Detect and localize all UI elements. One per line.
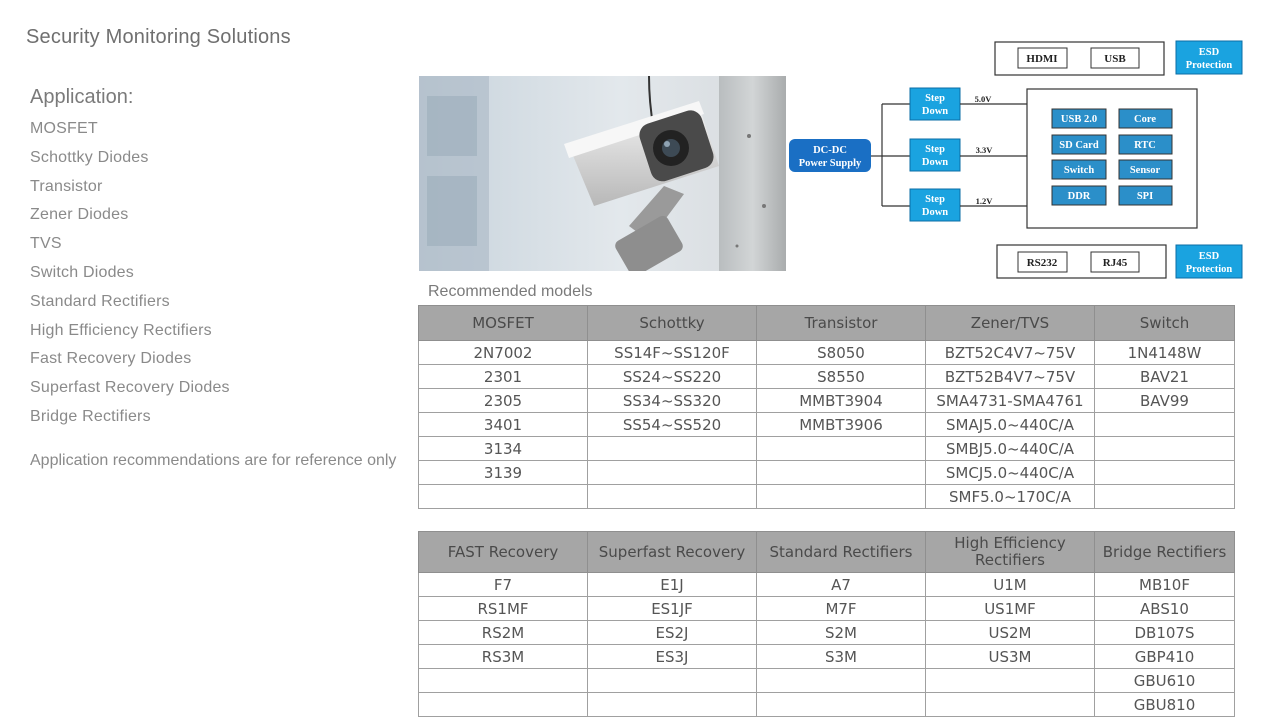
- step-down-label: Down: [921, 106, 949, 117]
- table-cell: [757, 693, 926, 717]
- table-row: [419, 693, 1235, 717]
- table-cell: MB10F: [1095, 573, 1235, 597]
- column-header: Standard Rectifiers: [757, 532, 926, 573]
- table-row: [419, 597, 1235, 621]
- table-cell: E1J: [588, 573, 757, 597]
- table-cell: 1N4148W: [1095, 341, 1235, 365]
- application-item: Zener Diodes: [30, 206, 129, 224]
- table-row: [419, 437, 1235, 461]
- table-cell: ES1JF: [588, 597, 757, 621]
- table-cell: RS3M: [419, 645, 588, 669]
- usb-label: USB: [1104, 53, 1126, 65]
- table-cell: ES2J: [588, 621, 757, 645]
- column-header: Switch: [1095, 306, 1235, 341]
- table-cell: M7F: [757, 597, 926, 621]
- table-cell: RS1MF: [419, 597, 588, 621]
- application-heading: Application:: [30, 86, 134, 108]
- esd-label: ESD: [1198, 251, 1220, 262]
- table-header-row: [419, 306, 1235, 341]
- power-supply-label: Power Supply: [798, 158, 862, 169]
- table-cell: 2N7002: [419, 341, 588, 365]
- table-cell: [757, 437, 926, 461]
- table-cell: BAV21: [1095, 365, 1235, 389]
- table-cell: A7: [757, 573, 926, 597]
- table-cell: 2305: [419, 389, 588, 413]
- table-cell: [757, 461, 926, 485]
- table-cell: MMBT3904: [757, 389, 926, 413]
- table-cell: SS34~SS320: [588, 389, 757, 413]
- recommended-models-table-2: [418, 531, 1235, 717]
- table-cell: US3M: [926, 645, 1095, 669]
- application-list: [30, 118, 230, 435]
- table-cell: S8550: [757, 365, 926, 389]
- table-cell: SS54~SS520: [588, 413, 757, 437]
- table-row: [419, 461, 1235, 485]
- table-cell: [757, 485, 926, 509]
- column-header: Transistor: [757, 306, 926, 341]
- rj45-label: RJ45: [1102, 257, 1128, 269]
- table-row: [419, 669, 1235, 693]
- esd-label: ESD: [1198, 47, 1220, 58]
- table-cell: 2301: [419, 365, 588, 389]
- table-cell: SS24~SS220: [588, 365, 757, 389]
- block-label: Core: [1134, 114, 1156, 125]
- table-row: [419, 365, 1235, 389]
- table-cell: US1MF: [926, 597, 1095, 621]
- application-item: Bridge Rectifiers: [30, 407, 151, 425]
- application-item: Transistor: [30, 177, 103, 195]
- column-header: Bridge Rectifiers: [1095, 532, 1235, 573]
- table-cell: 3134: [419, 437, 588, 461]
- block-label: Switch: [1063, 165, 1095, 176]
- page-title: Security Monitoring Solutions: [26, 26, 291, 48]
- column-header: Schottky: [588, 306, 757, 341]
- table-cell: SMA4731-SMA4761: [926, 389, 1095, 413]
- table-cell: [1095, 461, 1235, 485]
- table-cell: S2M: [757, 621, 926, 645]
- table-cell: 3401: [419, 413, 588, 437]
- power-supply-label: DC-DC: [813, 145, 847, 156]
- table-cell: SMF5.0~170C/A: [926, 485, 1095, 509]
- table-row: [419, 645, 1235, 669]
- table-cell: [419, 485, 588, 509]
- application-item: Switch Diodes: [30, 263, 134, 281]
- voltage-3v3: 3.3V: [975, 145, 993, 155]
- table-cell: SS14F~SS120F: [588, 341, 757, 365]
- table-cell: [926, 693, 1095, 717]
- rs232-label: RS232: [1026, 257, 1058, 269]
- table-cell: [419, 669, 588, 693]
- step-down-label: Down: [921, 207, 949, 218]
- block-label: DDR: [1067, 191, 1091, 202]
- voltage-1v2: 1.2V: [975, 196, 993, 206]
- table-cell: ES3J: [588, 645, 757, 669]
- power-block-diagram: [785, 36, 1245, 286]
- table-cell: DB107S: [1095, 621, 1235, 645]
- table-cell: BZT52B4V7~75V: [926, 365, 1095, 389]
- security-camera-photo: [419, 76, 786, 271]
- recommended-models-table-1: [418, 305, 1235, 509]
- application-item: Schottky Diodes: [30, 148, 149, 166]
- table-cell: SMCJ5.0~440C/A: [926, 461, 1095, 485]
- block-label: RTC: [1134, 140, 1156, 151]
- table-cell: RS2M: [419, 621, 588, 645]
- table-cell: US2M: [926, 621, 1095, 645]
- column-header: High Efficiency Rectifiers: [926, 532, 1095, 573]
- step-down-label: Step: [925, 93, 945, 104]
- table-cell: GBP410: [1095, 645, 1235, 669]
- table-cell: [419, 693, 588, 717]
- reference-note: Application recommendations are for reference only: [30, 452, 397, 469]
- table-cell: [1095, 437, 1235, 461]
- column-header: FAST Recovery: [419, 532, 588, 573]
- table-cell: [926, 669, 1095, 693]
- esd-label: Protection: [1185, 264, 1233, 275]
- column-header: Superfast Recovery: [588, 532, 757, 573]
- table-cell: SMBJ5.0~440C/A: [926, 437, 1095, 461]
- table-cell: F7: [419, 573, 588, 597]
- recommended-models-label: Recommended models: [428, 283, 593, 300]
- block-label: Sensor: [1129, 165, 1161, 176]
- application-item: Fast Recovery Diodes: [30, 350, 192, 368]
- table-cell: S3M: [757, 645, 926, 669]
- application-item: High Efficiency Rectifiers: [30, 321, 212, 339]
- table-cell: [588, 461, 757, 485]
- table-cell: [588, 485, 757, 509]
- table-cell: [1095, 485, 1235, 509]
- hdmi-label: HDMI: [1026, 53, 1058, 65]
- column-header: Zener/TVS: [926, 306, 1095, 341]
- table-header-row: [419, 532, 1235, 573]
- application-item: MOSFET: [30, 120, 98, 137]
- table-cell: [588, 437, 757, 461]
- table-cell: BAV99: [1095, 389, 1235, 413]
- table-cell: 3139: [419, 461, 588, 485]
- table-row: [419, 341, 1235, 365]
- table-row: [419, 573, 1235, 597]
- table-cell: GBU610: [1095, 669, 1235, 693]
- table-cell: [588, 693, 757, 717]
- column-header: MOSFET: [419, 306, 588, 341]
- table-cell: [1095, 413, 1235, 437]
- table-cell: BZT52C4V7~75V: [926, 341, 1095, 365]
- block-label: SPI: [1136, 191, 1154, 202]
- table-cell: [588, 669, 757, 693]
- application-item: Standard Rectifiers: [30, 292, 170, 310]
- table-cell: S8050: [757, 341, 926, 365]
- table-cell: SMAJ5.0~440C/A: [926, 413, 1095, 437]
- application-item: Superfast Recovery Diodes: [30, 379, 230, 397]
- application-item: TVS: [30, 235, 62, 253]
- step-down-label: Step: [925, 194, 945, 205]
- table-row: [419, 485, 1235, 509]
- table-row: [419, 389, 1235, 413]
- table-cell: U1M: [926, 573, 1095, 597]
- table-row: [419, 413, 1235, 437]
- table-cell: MMBT3906: [757, 413, 926, 437]
- table-row: [419, 621, 1235, 645]
- esd-label: Protection: [1185, 60, 1233, 71]
- block-label: SD Card: [1059, 140, 1099, 151]
- step-down-label: Down: [921, 157, 949, 168]
- table-cell: ABS10: [1095, 597, 1235, 621]
- voltage-5v: 5.0V: [974, 94, 992, 104]
- table-cell: GBU810: [1095, 693, 1235, 717]
- table-cell: [757, 669, 926, 693]
- block-label: USB 2.0: [1060, 114, 1098, 125]
- step-down-label: Step: [925, 144, 945, 155]
